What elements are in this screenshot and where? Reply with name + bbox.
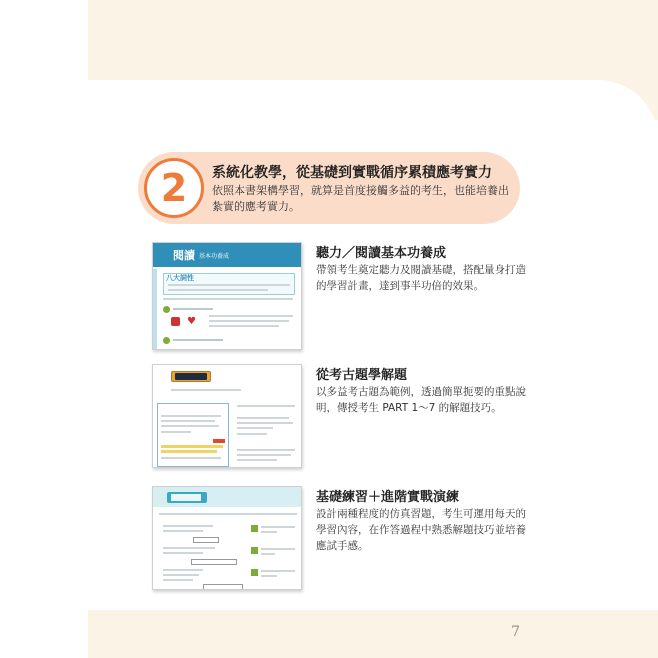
bullet-dot xyxy=(163,337,170,344)
text-line xyxy=(161,425,219,427)
text-line xyxy=(237,449,295,451)
highlight-line xyxy=(161,445,223,448)
text-line xyxy=(173,339,223,341)
thumbnail-header xyxy=(153,243,301,267)
text-line xyxy=(163,298,293,300)
text-line xyxy=(261,570,295,572)
text-line xyxy=(209,325,279,327)
thumbnail-header-sub: 基本功養成 xyxy=(199,252,230,260)
section-3-thumbnail xyxy=(152,486,302,590)
page-number: 7 xyxy=(511,624,520,640)
section-3-description: 設計兩種程度的仿真習題，考生可運用每天的學習內容，在作答過程中熟悉解題技巧並培養應試手感。 xyxy=(316,508,526,552)
thumbnail-tag-label xyxy=(175,373,207,380)
text-line xyxy=(161,457,221,459)
text-line xyxy=(261,553,275,555)
text-line xyxy=(237,433,267,435)
text-line xyxy=(168,284,290,286)
text-line xyxy=(163,552,203,554)
heading-number: 2 xyxy=(160,166,188,210)
text-line xyxy=(261,526,295,528)
text-line xyxy=(237,459,277,461)
check-icon xyxy=(251,525,258,532)
text-line xyxy=(159,513,297,515)
text-line xyxy=(163,525,213,527)
text-line xyxy=(168,289,268,291)
text-line xyxy=(237,422,293,424)
text-line xyxy=(261,575,277,577)
answer-blank xyxy=(193,537,219,543)
text-line xyxy=(163,547,215,549)
text-line xyxy=(237,427,273,429)
text-line xyxy=(209,320,289,322)
highlight-line xyxy=(161,450,217,453)
section-2-description: 以多益考古題為範例，透過簡單扼要的重點說明，傳授考生 PART 1～7 的解題技巧。 xyxy=(316,386,526,414)
answer-blank xyxy=(191,559,237,565)
text-line xyxy=(237,405,295,407)
heading-number-badge xyxy=(144,158,204,218)
highlight-marker xyxy=(213,439,225,443)
section-1-thumbnail xyxy=(152,242,302,350)
section-2-thumbnail xyxy=(152,364,302,468)
section-1-title: 聽力／閱讀基本功養成 xyxy=(316,246,447,261)
section-2-title: 從考古題學解題 xyxy=(316,368,408,383)
check-icon xyxy=(251,547,258,554)
heart-icon: ♥ xyxy=(187,316,196,327)
text-line xyxy=(163,579,193,581)
text-line xyxy=(163,574,199,576)
bottom-decor-band xyxy=(88,610,658,658)
text-line xyxy=(261,531,277,533)
text-line xyxy=(173,308,213,310)
text-line xyxy=(163,569,203,571)
text-line xyxy=(161,415,221,417)
thumbnail-box-title: 八大詞性 xyxy=(166,274,194,282)
text-line xyxy=(261,548,295,550)
thumbnail-side-strip xyxy=(153,269,157,349)
section-3-title: 基礎練習＋進階實戰演練 xyxy=(316,490,460,505)
text-line xyxy=(237,417,289,419)
thumbnail-info-box xyxy=(163,273,295,295)
phone-icon xyxy=(171,317,180,326)
heading-description: 依照本書架構學習，就算是首度接觸多益的考生，也能培養出紮實的應考實力。 xyxy=(212,184,509,213)
text-line xyxy=(171,389,241,391)
bullet-dot xyxy=(163,306,170,313)
section-1-description: 帶領考生奠定聽力及閱讀基礎，搭配量身打造的學習計畫，達到事半功倍的效果。 xyxy=(316,264,526,292)
thumbnail-header-main: 閱讀 xyxy=(173,249,195,262)
text-line xyxy=(237,454,291,456)
check-icon xyxy=(251,569,258,576)
heading-title: 系統化教學，從基礎到實戰循序累積應考實力 xyxy=(212,165,492,181)
answer-blank xyxy=(203,584,243,590)
text-line xyxy=(163,530,203,532)
top-decor-band xyxy=(88,0,658,80)
thumbnail-tag-label xyxy=(171,494,201,501)
text-line xyxy=(161,431,191,433)
text-line xyxy=(209,315,293,317)
text-line xyxy=(161,420,215,422)
